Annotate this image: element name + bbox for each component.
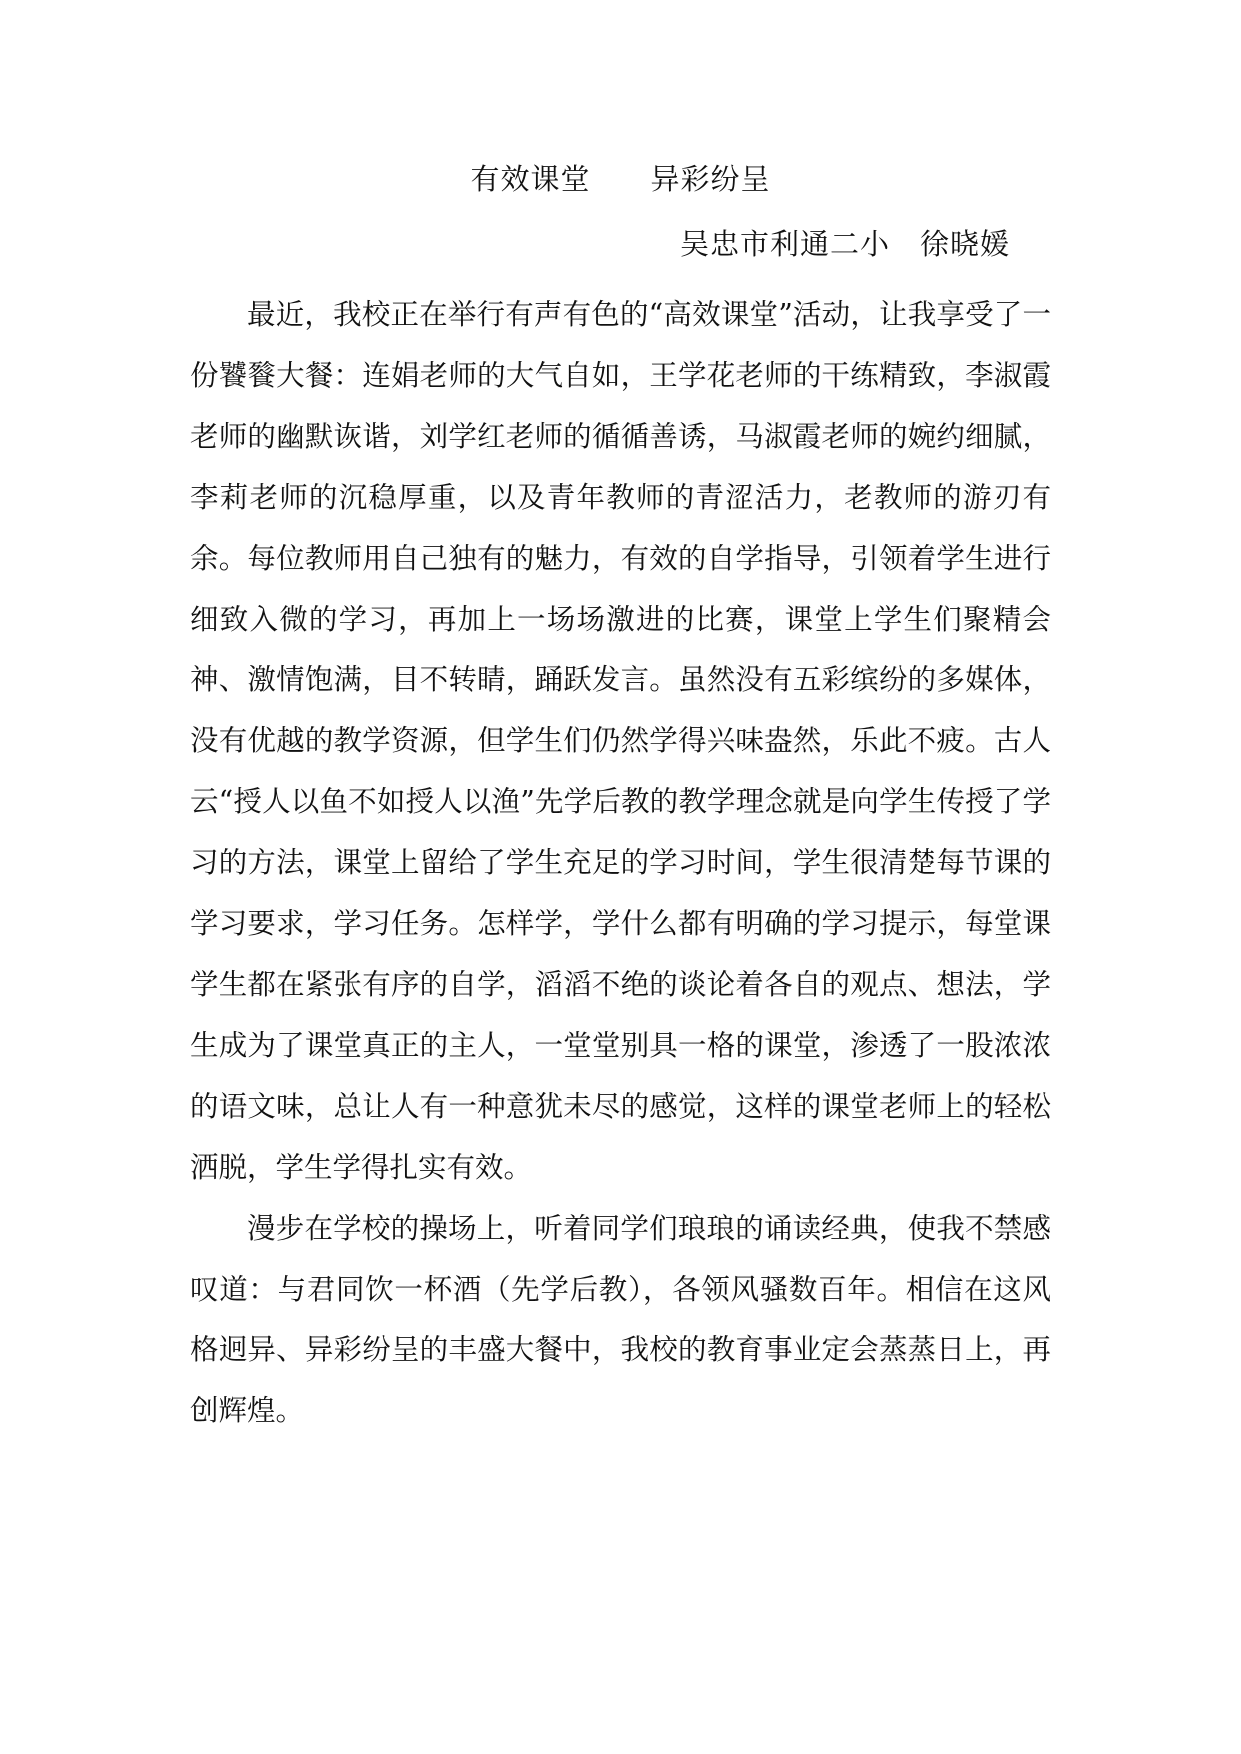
paragraph-1: 最近，我校正在举行有声有色的“高效课堂”活动，让我享受了一份饕餮大餐：连娟老师的大气自如，王学花老师的干练精致，李淑霞老师的幽默诙谐，刘学红老师的循循善诱，马淑霞老师的婉约细腻，李莉老师的沉稳厚重，以及青年教师的青涩活力，老教师的游刃有余。每位教师用自己独有的魅力，有效的自学指导，引领着学生进行细致入微的学习，再加上一场场激进的比赛，课堂上学生们聚精会神、激情饱满，目不转睛，踊跃发言。虽然没有五彩缤纷的多媒体，没有优越的教学资源，但学生们仍然学得兴味盎然，乐此不疲。古人云“授人以鱼不如授人以渔”先学后教的教学理念就是向学生传授了学习的方法，课堂上留给了学生充足的学习时间，学生很清楚每节课的学习要求，学习任务。怎样学，学什么都有明确的学习提示，每堂课学生都在紧张有序的自学，滔滔不绝的谈论着各自的观点、想法，学生成为了课堂真正的主人，一堂堂别具一格的课堂，渗透了一股浓浓的语文味，总让人有一种意犹未尽的感觉，这样的课堂老师上的轻松洒脱，学生学得扎实有效。 bbox=[190, 298, 1051, 1184]
author-byline: 吴忠市利通二小 徐晓媛 bbox=[679, 227, 1010, 261]
document-body bbox=[190, 285, 1051, 1442]
document-title: 有效课堂 异彩纷呈 bbox=[470, 162, 771, 196]
paragraph-2: 漫步在学校的操场上，听着同学们琅琅的诵读经典，使我不禁感叹道：与君同饮一杯酒（先学后教），各领风骚数百年。相信在这风格迥异、异彩纷呈的丰盛大餐中，我校的教育事业定会蒸蒸日上，再创辉煌。 bbox=[190, 1211, 1051, 1428]
